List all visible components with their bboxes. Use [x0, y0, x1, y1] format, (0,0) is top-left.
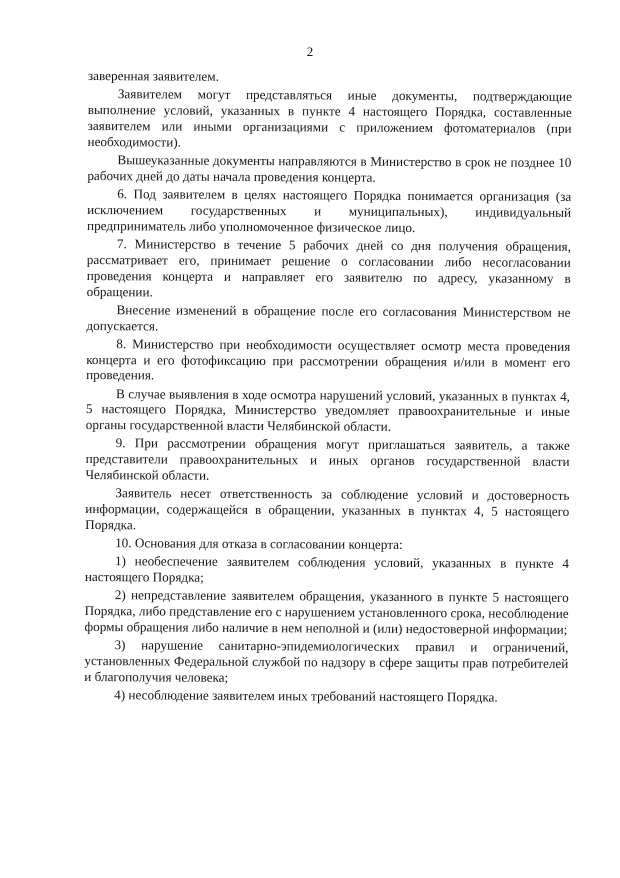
paragraph-submission-deadline: Вышеуказанные документы направляются в Министерство в срок не позднее 10 рабочих дней до даты начала проведения концерта. [87, 152, 572, 185]
document-body [84, 68, 572, 708]
paragraph-additional-documents: Заявителем могут представляться иные документы, подтверждающие выполнение условий, указанных в пункте 4 настоящего Порядка, составленные заявителем или иными организациями с приложением фотоматериалов (при необходимости). [87, 86, 572, 150]
page-number: 2 [306, 44, 314, 59]
paragraph-reason-4: 4) несоблюдение заявителем иных требований настоящего Порядка. [114, 687, 498, 705]
paragraph-item-6: 6. Под заявителем в целях настоящего Порядка понимается организация (за исключением государственных и муниципальных), индивидуальный предприниматель либо уполномоченное физическое лицо. [86, 186, 572, 235]
paragraph-item-7: 7. Министерство в течение 5 рабочих дней со дня получения обращения, рассматривает его, принимает решение о согласовании либо несогласовании проведения концерта и направляет его заявителю по адресу, указанному в обращении. [86, 235, 571, 299]
paragraph-reason-3: 3) нарушение санитарно-эпидемиологических правил и ограничений, установленных Федеральной службой по надзору в сфере защиты прав потребителей и благополучия человека; [84, 637, 569, 685]
paragraph-violations: В случае выявления в ходе осмотра нарушений условий, указанных в пунктах 4, 5 настоящего Порядка, Министерство уведомляет правоохранительные и иные органы государственной власти Челябинской области. [85, 385, 571, 435]
paragraph-reason-1: 1) необеспечение заявителем соблюдения условий, указанных в пункте 4 настоящего Порядка; [84, 553, 570, 585]
paragraph-responsibility: Заявитель несет ответственность за соблюдение условий и достоверность информации, содержащейся в обращении, указанных в пунктах 4, 5 настоящего Порядка. [85, 485, 570, 533]
paragraph-changes-not-allowed: Внесение изменений в обращение после его согласования Министерством не допускается. [86, 301, 571, 333]
paragraph-item-10: 10. Основания для отказа в согласовании концерта: [115, 535, 403, 553]
paragraph-continuation: заверенная заявителем. [87, 68, 219, 84]
paragraph-item-8: 8. Министерство при необходимости осуществляет осмотр места проведения концерта и его фотофиксацию при рассмотрении обращения и/или в момент его проведения. [86, 335, 571, 383]
paragraph-reason-2: 2) непредставление заявителем обращения, указанного в пункте 5 настоящего Порядка, либо представление его с нарушением установленного срока, несоблюдение формы обращения либо наличие в нем неполной и (или) недостоверной информации; [84, 587, 569, 638]
paragraph-item-9: 9. При рассмотрении обращения могут приглашаться заявитель, а также представители правоохранительных и иных органов государственной власти Челябинской области. [85, 435, 570, 483]
